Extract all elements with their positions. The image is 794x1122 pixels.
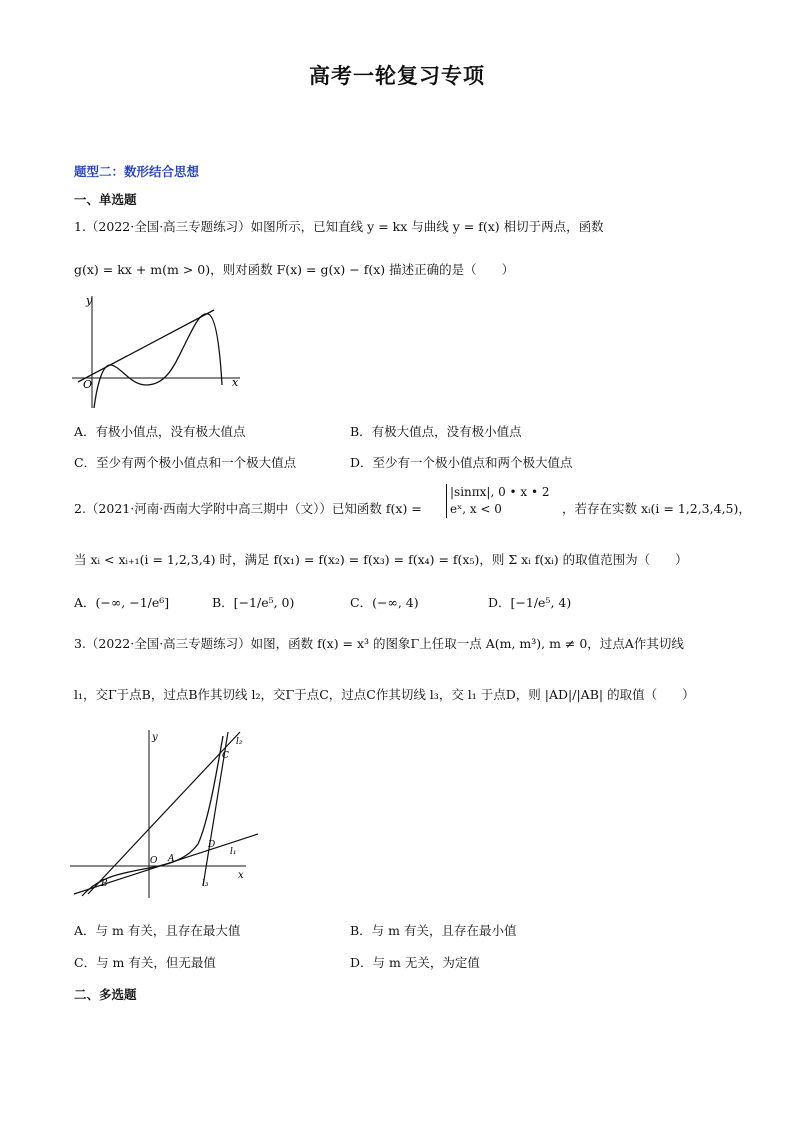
q1-option-c[interactable]: C．至少有两个极小值点和一个极大值点 <box>74 455 297 470</box>
q3-option-c[interactable]: C．与 m 有关，但无最值 <box>74 955 216 970</box>
q2-stem-line2: 当 xᵢ < xᵢ₊₁(i = 1,2,3,4) 时，满足 f(x₁) = f(x₂) = f(x₃) = f(x₄) = f(x₅)，则 Σ xᵢ f(xᵢ) 的取值范围为（ ） <box>74 552 688 567</box>
q3-stem-line1: 3.（2022·全国·高三专题练习）如图，函数 f(x) = x³ 的图象Γ上任取一点 A(m, m³), m ≠ 0，过点A作其切线 <box>74 636 684 651</box>
q3-point-b-label: B <box>101 879 108 889</box>
q2-option-d[interactable]: D．[−1/e⁵, 4) <box>488 595 572 610</box>
q3-figure <box>68 726 263 901</box>
q2-piece-2: eˣ, x < 0 <box>450 502 502 516</box>
q2-option-a[interactable]: A．(−∞, −1/e⁶] <box>74 595 170 610</box>
q1-x-label: x <box>232 376 239 389</box>
q3-option-b[interactable]: B．与 m 有关，且存在最小值 <box>350 923 517 938</box>
q1-y-label: y <box>86 294 93 307</box>
q1-stem-line2: g(x) = kx + m(m > 0)，则对函数 F(x) = g(x) − f(x) 描述正确的是（ ） <box>74 262 515 277</box>
q1-stem-line1: 1.（2022·全国·高三专题练习）如图所示，已知直线 y = kx 与曲线 y = f(x) 相切于两点，函数 <box>74 219 604 234</box>
q2-option-c[interactable]: C．(−∞, 4) <box>350 595 419 610</box>
q3-point-a-label: A <box>168 854 175 864</box>
q3-cubic-curve <box>82 736 223 896</box>
q1-origin-label: O <box>83 378 93 391</box>
q2-option-b[interactable]: B．[−1/e⁵, 0) <box>212 595 295 610</box>
q1-tangent-line <box>78 310 214 382</box>
q3-x-label: x <box>238 870 244 881</box>
question-type-heading: 题型二：数形结合思想 <box>74 164 200 179</box>
q1-curve <box>94 314 222 408</box>
q3-option-a[interactable]: A．与 m 有关，且存在最大值 <box>74 923 241 938</box>
page-title: 高考一轮复习专项 <box>309 64 485 88</box>
q3-point-d-label: D <box>208 840 216 850</box>
q3-y-label: y <box>152 732 158 743</box>
section-heading-single-choice: 一、单选题 <box>74 192 137 207</box>
q3-point-c-label: C <box>222 751 229 761</box>
q2-piece-1: |sinπx|, 0 • x • 2 <box>450 485 550 499</box>
q2-stem-line1-b: ，若存在实数 xᵢ(i = 1,2,3,4,5)， <box>562 501 751 516</box>
q3-l1-label: l₁ <box>230 847 237 857</box>
q3-stem-line2: l₁，交Γ于点B，过点B作其切线 l₂，交Γ于点C，过点C作其切线 l₃，交 l₁ 于点D，则 |AD|/|AB| 的取值（ ） <box>74 687 695 702</box>
q1-figure <box>68 290 248 415</box>
q1-option-d[interactable]: D．至少有一个极小值点和两个极大值点 <box>350 455 573 470</box>
q3-origin-label: O <box>150 856 158 866</box>
q3-option-d[interactable]: D．与 m 无关，为定值 <box>350 955 480 970</box>
q2-piecewise <box>446 484 550 518</box>
q2-stem-line1-a: 2.（2021·河南·西南大学附中高三期中（文））已知函数 f(x) = <box>74 501 422 516</box>
q3-l3-label: l₃ <box>202 879 209 889</box>
q3-l2-label: l₂ <box>236 737 243 747</box>
q1-option-b[interactable]: B．有极大值点，没有极小值点 <box>350 424 522 439</box>
section-heading-multiple-choice: 二、多选题 <box>74 987 137 1002</box>
q3-tangent-l2 <box>88 732 240 894</box>
q1-option-a[interactable]: A．有极小值点，没有极大值点 <box>74 424 246 439</box>
